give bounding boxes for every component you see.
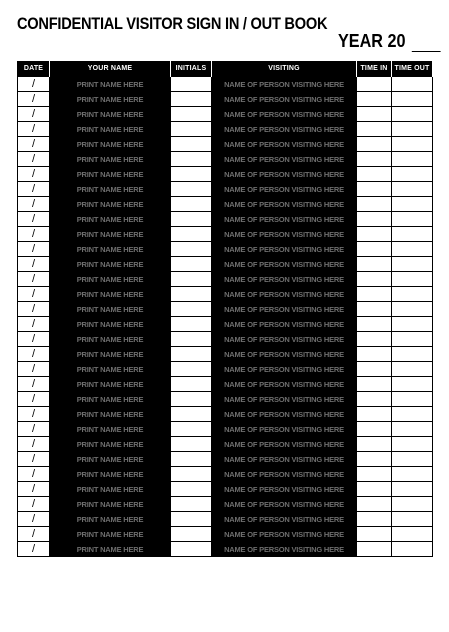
initials-cell[interactable] [171, 227, 212, 242]
time-out-cell[interactable] [392, 182, 433, 197]
initials-cell[interactable] [171, 332, 212, 347]
time-in-cell[interactable] [357, 332, 392, 347]
visiting-cell[interactable]: NAME OF PERSON VISITING HERE [212, 212, 357, 227]
name-cell[interactable]: PRINT NAME HERE [50, 152, 171, 167]
visiting-cell[interactable]: NAME OF PERSON VISITING HERE [212, 152, 357, 167]
time-out-cell[interactable] [392, 92, 433, 107]
initials-cell[interactable] [171, 512, 212, 527]
time-in-cell[interactable] [357, 167, 392, 182]
time-in-cell[interactable] [357, 137, 392, 152]
visiting-cell[interactable]: NAME OF PERSON VISITING HERE [212, 512, 357, 527]
table-row [18, 77, 433, 92]
time-in-cell[interactable] [357, 257, 392, 272]
table-row [18, 347, 433, 362]
time-out-cell[interactable] [392, 317, 433, 332]
initials-cell[interactable] [171, 437, 212, 452]
table-header-row [18, 61, 433, 77]
visiting-cell[interactable]: NAME OF PERSON VISITING HERE [212, 317, 357, 332]
initials-cell[interactable] [171, 212, 212, 227]
name-cell[interactable]: PRINT NAME HERE [50, 527, 171, 542]
column-header-visiting: VISITING [212, 61, 357, 77]
name-cell[interactable]: PRINT NAME HERE [50, 107, 171, 122]
initials-cell[interactable] [171, 167, 212, 182]
date-cell[interactable]: / [18, 272, 50, 287]
initials-cell[interactable] [171, 122, 212, 137]
initials-cell[interactable] [171, 392, 212, 407]
time-in-cell[interactable] [357, 227, 392, 242]
visiting-cell[interactable]: NAME OF PERSON VISITING HERE [212, 467, 357, 482]
visiting-cell[interactable]: NAME OF PERSON VISITING HERE [212, 197, 357, 212]
visiting-cell[interactable]: NAME OF PERSON VISITING HERE [212, 182, 357, 197]
name-cell[interactable]: PRINT NAME HERE [50, 272, 171, 287]
table-row [18, 137, 433, 152]
time-out-cell[interactable] [392, 377, 433, 392]
table-row [18, 362, 433, 377]
date-cell[interactable]: / [18, 467, 50, 482]
visiting-cell[interactable]: NAME OF PERSON VISITING HERE [212, 107, 357, 122]
visiting-cell[interactable]: NAME OF PERSON VISITING HERE [212, 347, 357, 362]
column-header-date: DATE [18, 61, 50, 77]
visiting-cell[interactable]: NAME OF PERSON VISITING HERE [212, 92, 357, 107]
time-out-cell[interactable] [392, 272, 433, 287]
time-in-cell[interactable] [357, 212, 392, 227]
initials-cell[interactable] [171, 287, 212, 302]
table-row [18, 512, 433, 527]
date-cell[interactable]: / [18, 197, 50, 212]
table-row [18, 542, 433, 557]
time-out-cell[interactable] [392, 452, 433, 467]
time-out-cell[interactable] [392, 257, 433, 272]
name-cell[interactable]: PRINT NAME HERE [50, 497, 171, 512]
time-out-cell[interactable] [392, 197, 433, 212]
name-cell[interactable]: PRINT NAME HERE [50, 362, 171, 377]
time-in-cell[interactable] [357, 392, 392, 407]
time-out-cell[interactable] [392, 347, 433, 362]
time-in-cell[interactable] [357, 542, 392, 557]
date-cell[interactable]: / [18, 422, 50, 437]
date-cell[interactable]: / [18, 107, 50, 122]
name-cell[interactable]: PRINT NAME HERE [50, 92, 171, 107]
table-row [18, 152, 433, 167]
time-out-cell[interactable] [392, 497, 433, 512]
date-cell[interactable]: / [18, 77, 50, 92]
name-cell[interactable]: PRINT NAME HERE [50, 422, 171, 437]
time-out-cell[interactable] [392, 482, 433, 497]
name-cell[interactable]: PRINT NAME HERE [50, 392, 171, 407]
initials-cell[interactable] [171, 302, 212, 317]
visiting-cell[interactable]: NAME OF PERSON VISITING HERE [212, 527, 357, 542]
time-out-cell[interactable] [392, 527, 433, 542]
name-cell[interactable]: PRINT NAME HERE [50, 302, 171, 317]
table-row [18, 167, 433, 182]
name-cell[interactable]: PRINT NAME HERE [50, 122, 171, 137]
date-cell[interactable]: / [18, 317, 50, 332]
date-cell[interactable]: / [18, 287, 50, 302]
name-cell[interactable]: PRINT NAME HERE [50, 212, 171, 227]
date-cell[interactable]: / [18, 332, 50, 347]
table-row [18, 422, 433, 437]
date-cell[interactable]: / [18, 362, 50, 377]
time-out-cell[interactable] [392, 77, 433, 92]
table-row [18, 452, 433, 467]
date-cell[interactable]: / [18, 227, 50, 242]
initials-cell[interactable] [171, 422, 212, 437]
table-row [18, 482, 433, 497]
name-cell[interactable]: PRINT NAME HERE [50, 287, 171, 302]
time-in-cell[interactable] [357, 482, 392, 497]
table-row [18, 107, 433, 122]
initials-cell[interactable] [171, 107, 212, 122]
name-cell[interactable]: PRINT NAME HERE [50, 317, 171, 332]
time-out-cell[interactable] [392, 392, 433, 407]
time-in-cell[interactable] [357, 497, 392, 512]
column-header-time-out: TIME OUT [392, 61, 433, 77]
name-cell[interactable]: PRINT NAME HERE [50, 197, 171, 212]
visitor-log-table [17, 61, 433, 557]
table-row [18, 212, 433, 227]
name-cell[interactable]: PRINT NAME HERE [50, 347, 171, 362]
page-title: CONFIDENTIAL VISITOR SIGN IN / OUT BOOK [17, 14, 328, 33]
date-cell[interactable]: / [18, 137, 50, 152]
time-out-cell[interactable] [392, 437, 433, 452]
table-row [18, 227, 433, 242]
visiting-cell[interactable]: NAME OF PERSON VISITING HERE [212, 167, 357, 182]
name-cell[interactable]: PRINT NAME HERE [50, 242, 171, 257]
name-cell[interactable]: PRINT NAME HERE [50, 257, 171, 272]
visiting-cell[interactable]: NAME OF PERSON VISITING HERE [212, 377, 357, 392]
table-row [18, 197, 433, 212]
initials-cell[interactable] [171, 77, 212, 92]
visiting-cell[interactable]: NAME OF PERSON VISITING HERE [212, 272, 357, 287]
date-cell[interactable]: / [18, 92, 50, 107]
visiting-cell[interactable]: NAME OF PERSON VISITING HERE [212, 287, 357, 302]
column-header-initials: INITIALS [171, 61, 212, 77]
name-cell[interactable]: PRINT NAME HERE [50, 227, 171, 242]
time-out-cell[interactable] [392, 287, 433, 302]
date-cell[interactable]: / [18, 347, 50, 362]
date-cell[interactable]: / [18, 512, 50, 527]
column-header-time-in: TIME IN [357, 61, 392, 77]
initials-cell[interactable] [171, 272, 212, 287]
name-cell[interactable]: PRINT NAME HERE [50, 182, 171, 197]
name-cell[interactable]: PRINT NAME HERE [50, 77, 171, 92]
time-in-cell[interactable] [357, 272, 392, 287]
table-row [18, 527, 433, 542]
time-in-cell[interactable] [357, 347, 392, 362]
table-row [18, 122, 433, 137]
table-row [18, 377, 433, 392]
date-cell[interactable]: / [18, 452, 50, 467]
column-header-your-name: YOUR NAME [50, 61, 171, 77]
date-cell[interactable]: / [18, 257, 50, 272]
visiting-cell[interactable]: NAME OF PERSON VISITING HERE [212, 422, 357, 437]
name-cell[interactable]: PRINT NAME HERE [50, 332, 171, 347]
table-row [18, 92, 433, 107]
table-row [18, 437, 433, 452]
time-in-cell[interactable] [357, 287, 392, 302]
year-label-group [338, 31, 441, 52]
visitor-log-body [18, 77, 433, 557]
name-cell[interactable]: PRINT NAME HERE [50, 452, 171, 467]
initials-cell[interactable] [171, 467, 212, 482]
visiting-cell[interactable]: NAME OF PERSON VISITING HERE [212, 497, 357, 512]
table-row [18, 272, 433, 287]
initials-cell[interactable] [171, 497, 212, 512]
time-in-cell[interactable] [357, 467, 392, 482]
time-out-cell[interactable] [392, 362, 433, 377]
name-cell[interactable]: PRINT NAME HERE [50, 407, 171, 422]
date-cell[interactable]: / [18, 152, 50, 167]
date-cell[interactable]: / [18, 167, 50, 182]
name-cell[interactable]: PRINT NAME HERE [50, 512, 171, 527]
time-in-cell[interactable] [357, 437, 392, 452]
time-in-cell[interactable] [357, 407, 392, 422]
date-cell[interactable]: / [18, 527, 50, 542]
time-in-cell[interactable] [357, 452, 392, 467]
date-cell[interactable]: / [18, 542, 50, 557]
time-in-cell[interactable] [357, 92, 392, 107]
date-cell[interactable]: / [18, 482, 50, 497]
visiting-cell[interactable]: NAME OF PERSON VISITING HERE [212, 542, 357, 557]
table-row [18, 467, 433, 482]
time-out-cell[interactable] [392, 137, 433, 152]
time-in-cell[interactable] [357, 77, 392, 92]
table-row [18, 242, 433, 257]
table-row [18, 497, 433, 512]
name-cell[interactable]: PRINT NAME HERE [50, 467, 171, 482]
date-cell[interactable]: / [18, 302, 50, 317]
date-cell[interactable]: / [18, 377, 50, 392]
visiting-cell[interactable]: NAME OF PERSON VISITING HERE [212, 77, 357, 92]
date-cell[interactable]: / [18, 182, 50, 197]
time-out-cell[interactable] [392, 152, 433, 167]
initials-cell[interactable] [171, 542, 212, 557]
visiting-cell[interactable]: NAME OF PERSON VISITING HERE [212, 242, 357, 257]
table-row [18, 182, 433, 197]
time-in-cell[interactable] [357, 377, 392, 392]
initials-cell[interactable] [171, 317, 212, 332]
time-out-cell[interactable] [392, 302, 433, 317]
time-in-cell[interactable] [357, 182, 392, 197]
initials-cell[interactable] [171, 482, 212, 497]
year-label: YEAR 20 [338, 31, 406, 51]
time-out-cell[interactable] [392, 407, 433, 422]
table-row [18, 317, 433, 332]
table-row [18, 407, 433, 422]
visiting-cell[interactable]: NAME OF PERSON VISITING HERE [212, 332, 357, 347]
time-out-cell[interactable] [392, 422, 433, 437]
name-cell[interactable]: PRINT NAME HERE [50, 542, 171, 557]
name-cell[interactable]: PRINT NAME HERE [50, 137, 171, 152]
time-out-cell[interactable] [392, 227, 433, 242]
date-cell[interactable]: / [18, 407, 50, 422]
initials-cell[interactable] [171, 377, 212, 392]
initials-cell[interactable] [171, 182, 212, 197]
date-cell[interactable]: / [18, 497, 50, 512]
visiting-cell[interactable]: NAME OF PERSON VISITING HERE [212, 257, 357, 272]
initials-cell[interactable] [171, 362, 212, 377]
time-out-cell[interactable] [392, 467, 433, 482]
time-out-cell[interactable] [392, 542, 433, 557]
time-out-cell[interactable] [392, 122, 433, 137]
initials-cell[interactable] [171, 257, 212, 272]
date-cell[interactable]: / [18, 212, 50, 227]
initials-cell[interactable] [171, 527, 212, 542]
name-cell[interactable]: PRINT NAME HERE [50, 482, 171, 497]
initials-cell[interactable] [171, 152, 212, 167]
time-out-cell[interactable] [392, 512, 433, 527]
date-cell[interactable]: / [18, 122, 50, 137]
table-row [18, 257, 433, 272]
initials-cell[interactable] [171, 242, 212, 257]
time-in-cell[interactable] [357, 107, 392, 122]
visiting-cell[interactable]: NAME OF PERSON VISITING HERE [212, 482, 357, 497]
name-cell[interactable]: PRINT NAME HERE [50, 437, 171, 452]
time-out-cell[interactable] [392, 242, 433, 257]
visiting-cell[interactable]: NAME OF PERSON VISITING HERE [212, 227, 357, 242]
date-cell[interactable]: / [18, 242, 50, 257]
table-row [18, 392, 433, 407]
initials-cell[interactable] [171, 347, 212, 362]
time-in-cell[interactable] [357, 152, 392, 167]
time-in-cell[interactable] [357, 122, 392, 137]
visiting-cell[interactable]: NAME OF PERSON VISITING HERE [212, 137, 357, 152]
visiting-cell[interactable]: NAME OF PERSON VISITING HERE [212, 362, 357, 377]
table-row [18, 302, 433, 317]
year-blank-line[interactable] [412, 37, 441, 52]
initials-cell[interactable] [171, 407, 212, 422]
time-in-cell[interactable] [357, 422, 392, 437]
initials-cell[interactable] [171, 137, 212, 152]
initials-cell[interactable] [171, 92, 212, 107]
time-out-cell[interactable] [392, 212, 433, 227]
time-in-cell[interactable] [357, 362, 392, 377]
visiting-cell[interactable]: NAME OF PERSON VISITING HERE [212, 437, 357, 452]
initials-cell[interactable] [171, 197, 212, 212]
time-out-cell[interactable] [392, 107, 433, 122]
name-cell[interactable]: PRINT NAME HERE [50, 377, 171, 392]
table-row [18, 287, 433, 302]
visiting-cell[interactable]: NAME OF PERSON VISITING HERE [212, 392, 357, 407]
time-out-cell[interactable] [392, 167, 433, 182]
time-in-cell[interactable] [357, 527, 392, 542]
time-in-cell[interactable] [357, 317, 392, 332]
time-in-cell[interactable] [357, 197, 392, 212]
time-in-cell[interactable] [357, 512, 392, 527]
table-row [18, 332, 433, 347]
visiting-cell[interactable]: NAME OF PERSON VISITING HERE [212, 122, 357, 137]
date-cell[interactable]: / [18, 392, 50, 407]
visiting-cell[interactable]: NAME OF PERSON VISITING HERE [212, 452, 357, 467]
initials-cell[interactable] [171, 452, 212, 467]
time-in-cell[interactable] [357, 242, 392, 257]
visiting-cell[interactable]: NAME OF PERSON VISITING HERE [212, 302, 357, 317]
name-cell[interactable]: PRINT NAME HERE [50, 167, 171, 182]
time-out-cell[interactable] [392, 332, 433, 347]
date-cell[interactable]: / [18, 437, 50, 452]
time-in-cell[interactable] [357, 302, 392, 317]
visiting-cell[interactable]: NAME OF PERSON VISITING HERE [212, 407, 357, 422]
